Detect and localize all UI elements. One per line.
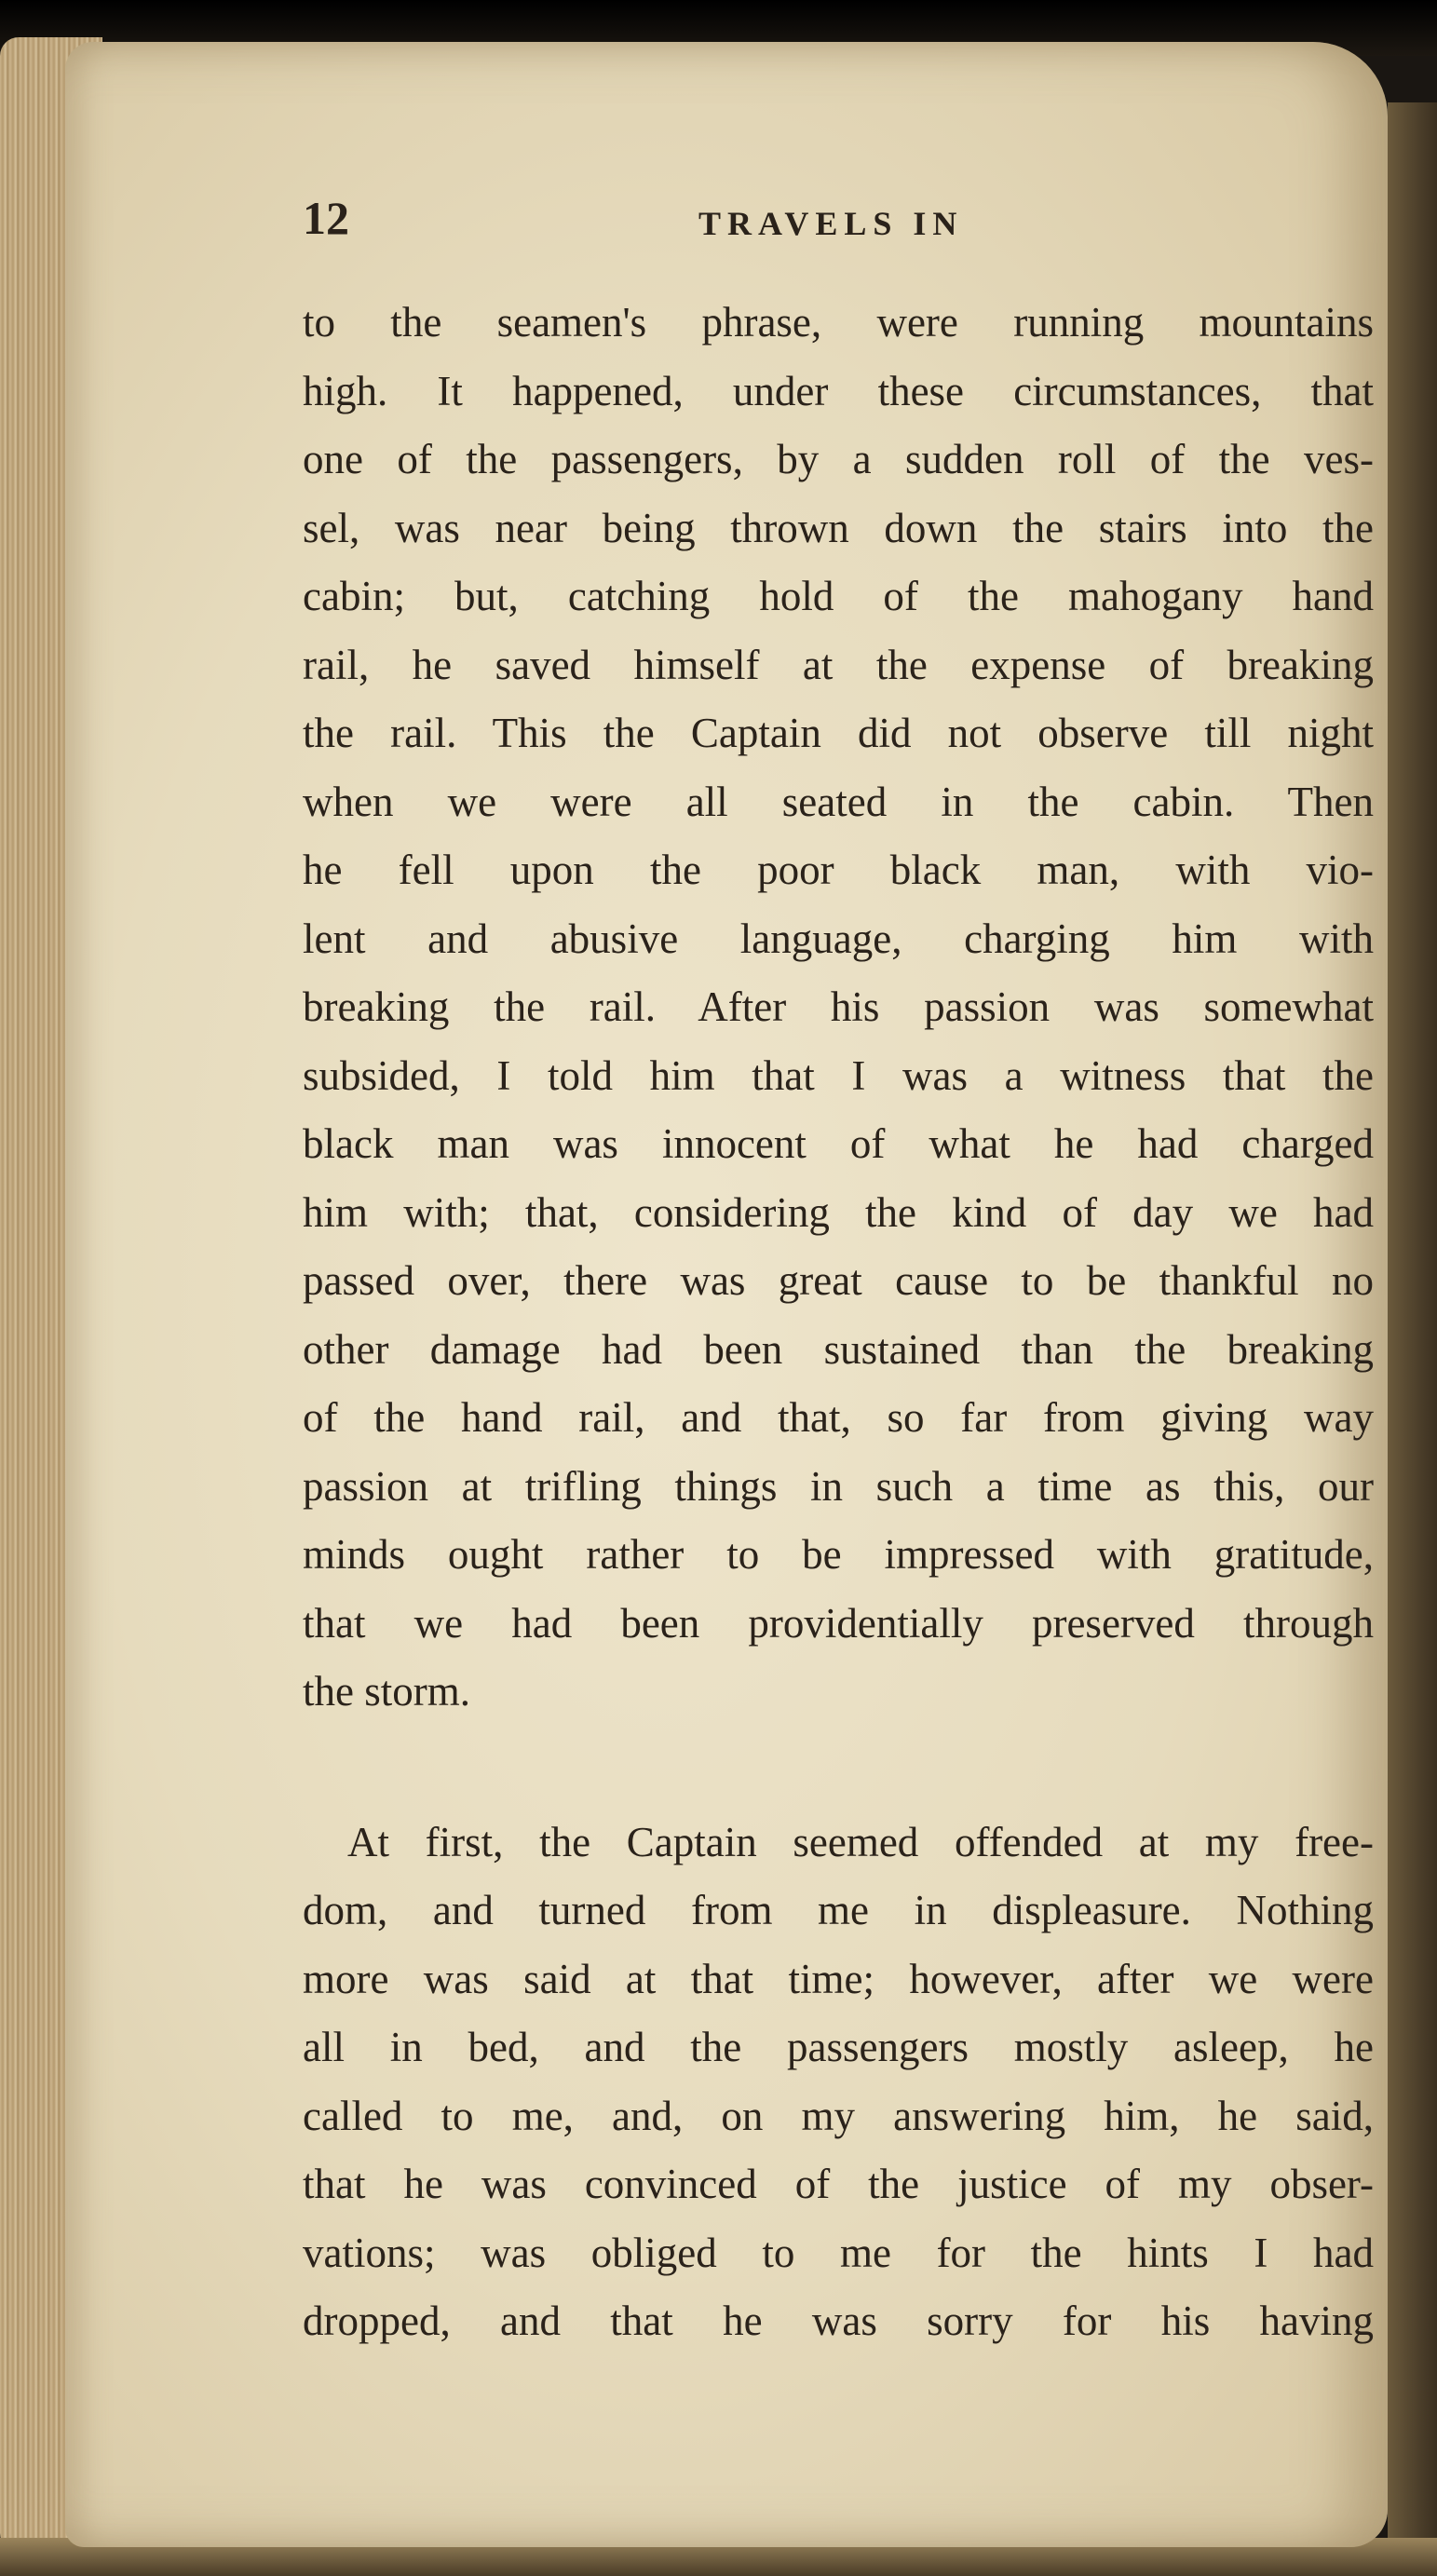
text-line: dropped, and that he was sorry for his having bbox=[303, 2298, 1374, 2344]
text-line: the rail. This the Captain did not observe till night bbox=[303, 710, 1374, 756]
running-head: TRAVELS IN bbox=[698, 205, 964, 242]
text-line: more was said at that time; however, after we were bbox=[303, 1955, 1374, 2002]
text-line: breaking the rail. After his passion was somewhat bbox=[303, 983, 1374, 1030]
text-line: subsided, I told him that I was a witness that the bbox=[303, 1051, 1374, 1099]
text-line: high. It happened, under these circumstances, that bbox=[303, 367, 1374, 414]
right-binding-edge bbox=[1388, 102, 1437, 2542]
body-text bbox=[303, 289, 1374, 2356]
text-line: dom, and turned from me in displeasure. Nothing bbox=[303, 1887, 1374, 1933]
page-number: 12 bbox=[303, 192, 349, 244]
paragraph-1 bbox=[303, 289, 1374, 1727]
text-line: cabin; but, catching hold of the mahogany hand bbox=[303, 573, 1374, 619]
text-line: when we were all seated in the cabin. Then bbox=[303, 778, 1374, 825]
page-header bbox=[303, 191, 1420, 256]
text-line: other damage had been sustained than the breaking bbox=[303, 1325, 1374, 1373]
text-line: he fell upon the poor black man, with vio- bbox=[303, 847, 1374, 893]
text-line: passed over, there was great cause to be thankful no bbox=[303, 1257, 1374, 1304]
text-line: lent and abusive language, charging him with bbox=[303, 915, 1374, 962]
text-line: to the seamen's phrase, were running mountains bbox=[303, 299, 1374, 346]
text-line: of the hand rail, and that, so far from giving way bbox=[303, 1394, 1374, 1441]
text-line: passion at trifling things in such a time as this, our bbox=[303, 1462, 1374, 1510]
text-line: the storm. bbox=[303, 1668, 470, 1715]
paragraph-2 bbox=[303, 1809, 1374, 2356]
text-line: black man was innocent of what he had charged bbox=[303, 1120, 1374, 1167]
text-line: all in bed, and the passengers mostly asleep, he bbox=[303, 2024, 1374, 2070]
text-line: called to me, and, on my answering him, he said, bbox=[303, 2092, 1374, 2139]
text-line: that we had been providentially preserved through bbox=[303, 1599, 1374, 1647]
paragraph-gap bbox=[303, 1727, 1374, 1809]
text-line: sel, was near being thrown down the stairs into the bbox=[303, 504, 1374, 551]
text-line: At first, the Captain seemed offended at my free- bbox=[347, 1818, 1374, 1865]
text-line: one of the passengers, by a sudden roll of the ves- bbox=[303, 436, 1374, 482]
text-line: vations; was obliged to me for the hints I had bbox=[303, 2229, 1374, 2276]
text-line: minds ought rather to be impressed with gratitude, bbox=[303, 1531, 1374, 1578]
text-line: rail, he saved himself at the expense of breaking bbox=[303, 641, 1374, 688]
text-line: that he was convinced of the justice of my obser- bbox=[303, 2161, 1374, 2207]
text-line: him with; that, considering the kind of day we had bbox=[303, 1188, 1374, 1236]
